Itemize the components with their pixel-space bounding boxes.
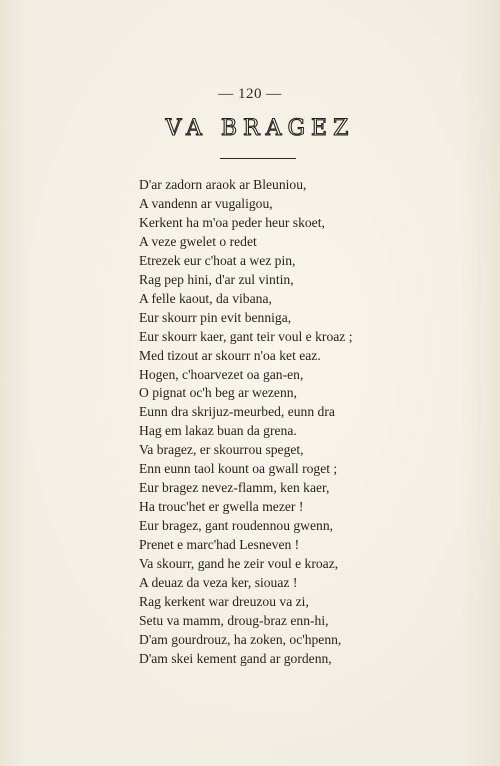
poem-line: Rag pep hini, d'ar zul vintin, — [139, 271, 294, 287]
poem-line: Setu va mamm, droug-braz enn-hi, — [139, 612, 329, 628]
poem-line: A deuaz da veza ker, siouaz ! — [139, 575, 298, 591]
poem-line: Eunn dra skrijuz-meurbed, eunn dra — [139, 404, 335, 420]
poem-line: D'am skei kement gand ar gordenn, — [139, 650, 332, 666]
poem-line: A felle kaout, da vibana, — [139, 290, 272, 306]
poem-line: Va bragez, er skourrou speget, — [139, 442, 304, 458]
poem-line: Etrezek eur c'hoat a wez pin, — [139, 252, 296, 268]
poem-line: O pignat oc'h beg ar wezenn, — [139, 385, 297, 401]
title-rule — [220, 158, 296, 159]
poem-line: Eur bragez nevez-flamm, ken kaer, — [139, 480, 330, 496]
poem-line: Kerkent ha m'oa peder heur skoet, — [139, 214, 325, 230]
poem-line: A vandenn ar vugaligou, — [139, 195, 273, 211]
poem-line: Va skourr, gand he zeir voul e kroaz, — [139, 556, 339, 572]
poem-line: Eur skourr pin evit benniga, — [139, 309, 292, 325]
poem-line: Ha trouc'het er gwella mezer ! — [139, 499, 304, 515]
page-number: — 120 — — [218, 86, 282, 102]
poem-line: Eur skourr kaer, gant teir voul e kroaz ; — [139, 328, 353, 344]
poem-line: Hogen, c'hoarvezet oa gan-en, — [139, 366, 304, 382]
poem-line: Eur bragez, gant roudennou gwenn, — [139, 518, 334, 534]
poem-line: Med tizout ar skourr n'oa ket eaz. — [139, 347, 321, 363]
poem-line: A veze gwelet o redet — [139, 233, 257, 249]
poem-title: VA BRAGEZ — [165, 116, 355, 141]
poem-line: D'ar zadorn araok ar Bleuniou, — [139, 177, 307, 192]
poem-line: D'am gourdrouz, ha zoken, oc'hpenn, — [139, 631, 342, 647]
poem-line: Enn eunn taol kount oa gwall roget ; — [139, 461, 338, 477]
poem-line: Rag kerkent war dreuzou va zi, — [139, 593, 309, 609]
poem-body — [139, 176, 352, 669]
poem-line: Hag em lakaz buan da grena. — [139, 423, 297, 439]
poem-line: Prenet e marc'had Lesneven ! — [139, 537, 300, 553]
